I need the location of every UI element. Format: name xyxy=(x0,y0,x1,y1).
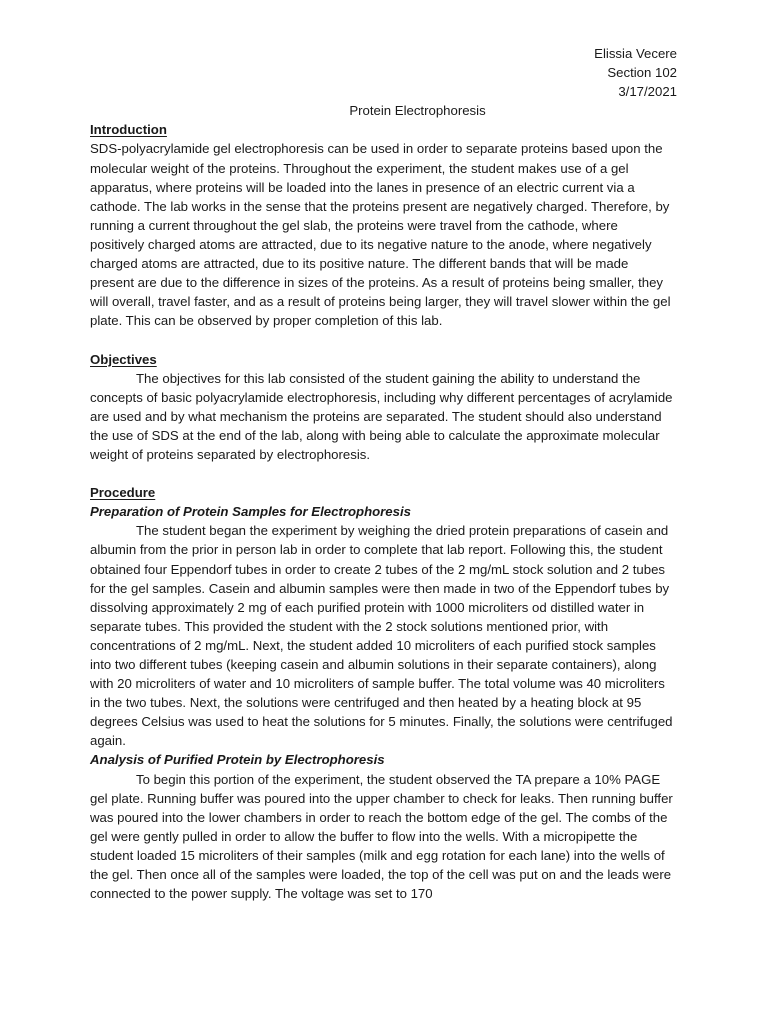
introduction-heading: Introduction xyxy=(90,122,167,138)
preparation-paragraph: The student began the experiment by weighing the dried protein preparations of casein and albumin from the prior in person lab in order to complete that lab report. Following this, the student obtained four Eppendorf tubes in order to create 2 tubes of the 2 mg/mL stock solution and 2 tubes for the gel samples. Casein and albumin samples were then made in two of the Eppendorf tubes by dissolving approximately 2 mg of each purified protein with 1000 microliters od distilled water in separate tubes. This provided the student with the 2 stock solutions mentioned prior, with concentrations of 2 mg/mL. Next, the student added 10 microliters of each purified stock samples into two different tubes (keeping casein and albumin solutions in their separate containers), along with 20 microliters of water and 10 microliters of sample buffer. The total volume was 40 microliters in the two tubes. Next, the solutions were centrifuged and then heated by a heating block at 95 degrees Celsius was used to heat the solutions for 5 minutes. Finally, the solutions were centrifuged again. xyxy=(90,523,673,749)
author-name: Elissia Vecere xyxy=(594,46,677,61)
preparation-subheading: Preparation of Protein Samples for Electrophoresis xyxy=(90,504,411,520)
spacer xyxy=(90,464,675,483)
objectives-paragraph: The objectives for this lab consisted of the student gaining the ability to understand the concepts of basic polyacrylamide electrophoresis, including why different percentages of acrylamide are used and by what mechanism the proteins are separated. The student should also understand the use of SDS at the end of the lab, along with being able to calculate the approximate molecular weight of proteins separated by electrophoresis. xyxy=(90,370,673,462)
report-date: 3/17/2021 xyxy=(618,84,677,100)
document-page xyxy=(90,44,675,903)
header-block xyxy=(90,44,677,101)
analysis-subheading: Analysis of Purified Protein by Electrophoresis xyxy=(90,752,385,768)
spacer xyxy=(90,330,675,349)
introduction-paragraph: SDS-polyacrylamide gel electrophoresis can be used in order to separate proteins based upon the molecular weight of the proteins. Throughout the experiment, the student makes use of a gel apparatus, where proteins will be loaded into the lanes in presence of an electric current via a cathode. The lab works in the sense that the proteins present are negatively charged. Therefore, by running a current throughout the gel slab, the proteins were travel from the cathode, where positively charged atoms are attracted, due to its negative nature to the anode, where negatively charged atoms are attracted, due to its positive nature. The different bands that will be made present are due to the difference in sizes of the proteins. As a result of proteins being smaller, they will overall, travel faster, and as a result of proteins being larger, they will travel slower within the gel plate. This can be observed by proper completion of this lab. xyxy=(90,141,671,329)
analysis-paragraph: To begin this portion of the experiment, the student observed the TA prepare a 10% PAGE gel plate. Running buffer was poured into the upper chamber to check for leaks. Then running buffer was poured into the lower chambers in order to reach the bottom edge of the gel. The combs of the gel were gently pulled in order to allow the buffer to flow into the wells. With a micropipette the student loaded 15 microliters of their samples (milk and egg rotation for each lane) into the wells of the gel. Then once all of the samples were loaded, the top of the cell was put on and the leads were connected to the power supply. The voltage was set to 170 xyxy=(90,771,673,902)
section-number: Section 102 xyxy=(607,65,677,81)
procedure-heading: Procedure xyxy=(90,485,156,501)
objectives-heading: Objectives xyxy=(90,351,157,367)
document-title: Protein Electrophoresis xyxy=(349,103,486,119)
